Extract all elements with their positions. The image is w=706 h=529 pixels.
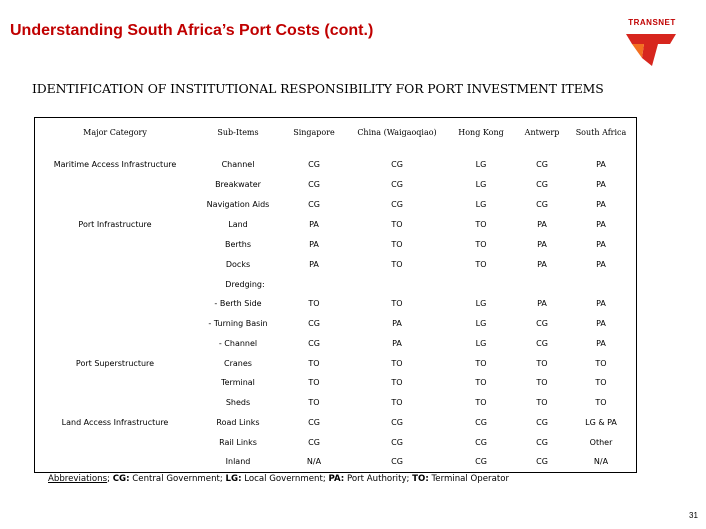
abbrev-cg-key: CG: <box>112 474 130 484</box>
value-cell: CG <box>475 438 487 447</box>
category-cell: Maritime Access Infrastructure <box>53 160 177 169</box>
value-cell: PA <box>537 299 547 308</box>
category-cell: Land Access Infrastructure <box>61 418 169 427</box>
transnet-logo-icon <box>622 28 680 68</box>
page-number: 31 <box>689 511 698 520</box>
value-cell: CG <box>391 200 403 209</box>
value-cell: TO <box>391 378 403 387</box>
value-cell: CG <box>536 418 548 427</box>
value-cell: TO <box>536 378 548 387</box>
value-cell: CG <box>391 180 403 189</box>
value-cell: LG <box>475 160 487 169</box>
sub-item-cell: Sheds <box>225 398 251 407</box>
value-cell: TO <box>391 260 403 269</box>
value-cell: TO <box>475 240 487 249</box>
value-cell: TO <box>308 378 320 387</box>
value-cell: CG <box>391 418 403 427</box>
abbrev-to-text: Terminal Operator <box>428 474 510 484</box>
value-cell: TO <box>391 299 403 308</box>
sub-item-cell: Dredging: <box>225 280 265 289</box>
slide-title: Understanding South Africa’s Port Costs (cont.) <box>10 22 374 39</box>
value-cell: N/A <box>306 457 322 466</box>
sub-item-cell: Cranes <box>224 359 252 368</box>
sub-item-cell: Road Links <box>216 418 260 427</box>
value-cell: TO <box>308 398 320 407</box>
value-cell: CG <box>536 160 548 169</box>
value-cell: TO <box>308 299 320 308</box>
value-cell: PA <box>596 319 606 328</box>
sub-item-cell: - Berth Side <box>214 299 262 308</box>
abbrev-pa-key: PA: <box>328 474 345 484</box>
sub-item-cell: Terminal <box>221 378 255 387</box>
value-cell: TO <box>475 220 487 229</box>
value-cell: LG <box>475 200 487 209</box>
value-cell: TO <box>536 398 548 407</box>
sub-item-cell: Inland <box>225 457 251 466</box>
value-cell: PA <box>537 220 547 229</box>
header-cell: Hong Kong <box>458 128 504 137</box>
header-cell: South Africa <box>575 128 627 137</box>
value-cell: CG <box>536 339 548 348</box>
value-cell: CG <box>475 457 487 466</box>
abbrev-lg-key: LG: <box>225 474 242 484</box>
value-cell: CG <box>308 319 320 328</box>
value-cell: TO <box>475 398 487 407</box>
sub-item-cell: Docks <box>225 260 251 269</box>
value-cell: CG <box>536 438 548 447</box>
value-cell: PA <box>596 220 606 229</box>
value-cell: PA <box>596 180 606 189</box>
value-cell: CG <box>391 457 403 466</box>
header-cell: China (Waigaoqiao) <box>357 128 437 137</box>
value-cell: PA <box>537 240 547 249</box>
value-cell: TO <box>391 359 403 368</box>
value-cell: CG <box>536 180 548 189</box>
sub-item-cell: - Channel <box>218 339 258 348</box>
value-cell: TO <box>391 240 403 249</box>
abbrev-lg-text: Local Government; <box>241 474 329 484</box>
sub-item-cell: Navigation Aids <box>206 200 270 209</box>
value-cell: CG <box>308 200 320 209</box>
value-cell: CG <box>391 438 403 447</box>
value-cell: LG <box>475 339 487 348</box>
value-cell: PA <box>596 240 606 249</box>
header-cell: Sub-Items <box>217 128 259 137</box>
value-cell: TO <box>308 359 320 368</box>
value-cell: PA <box>309 260 319 269</box>
value-cell: LG <box>475 180 487 189</box>
value-cell: LG <box>475 299 487 308</box>
value-cell: LG & PA <box>585 418 617 427</box>
abbrev-pa-text: Port Authority; <box>344 474 413 484</box>
value-cell: N/A <box>593 457 609 466</box>
header-cell: Singapore <box>293 128 335 137</box>
sub-item-cell: Berths <box>224 240 252 249</box>
sub-item-cell: - Turning Basin <box>208 319 268 328</box>
value-cell: PA <box>392 319 402 328</box>
value-cell: CG <box>536 319 548 328</box>
value-cell: PA <box>392 339 402 348</box>
value-cell: CG <box>536 457 548 466</box>
category-cell: Port Infrastructure <box>78 220 152 229</box>
value-cell: CG <box>308 180 320 189</box>
value-cell: PA <box>309 220 319 229</box>
table-subtitle: IDENTIFICATION OF INSTITUTIONAL RESPONSIBILITY FOR PORT INVESTMENT ITEMS <box>32 81 604 96</box>
category-cell: Port Superstructure <box>75 359 155 368</box>
abbrev-label: Abbreviations <box>48 474 108 484</box>
value-cell: TO <box>391 220 403 229</box>
value-cell: TO <box>595 398 607 407</box>
value-cell: TO <box>536 359 548 368</box>
value-cell: TO <box>475 378 487 387</box>
header-cell: Major Category <box>83 128 147 137</box>
value-cell: TO <box>595 378 607 387</box>
sub-item-cell: Land <box>228 220 248 229</box>
value-cell: PA <box>596 200 606 209</box>
value-cell: CG <box>308 339 320 348</box>
value-cell: CG <box>475 418 487 427</box>
header-cell: Antwerp <box>524 128 560 137</box>
value-cell: PA <box>537 260 547 269</box>
transnet-logo <box>616 18 688 68</box>
value-cell: CG <box>308 418 320 427</box>
value-cell: CG <box>308 438 320 447</box>
value-cell: PA <box>309 240 319 249</box>
value-cell: TO <box>595 359 607 368</box>
value-cell: CG <box>391 160 403 169</box>
sub-item-cell: Breakwater <box>215 180 261 189</box>
sub-item-cell: Rail Links <box>219 438 257 447</box>
value-cell: PA <box>596 339 606 348</box>
value-cell: PA <box>596 160 606 169</box>
value-cell: Other <box>589 438 613 447</box>
abbrev-to-key: TO: <box>412 474 429 484</box>
abbreviations-note: Abbreviations; CG: Central Government; LG: Local Government; PA: Port Authority; TO: Terminal Operator <box>48 474 510 484</box>
sub-item-cell: Channel <box>221 160 255 169</box>
abbrev-cg-text: Central Government; <box>129 474 226 484</box>
value-cell: TO <box>391 398 403 407</box>
value-cell: CG <box>536 200 548 209</box>
value-cell: PA <box>596 260 606 269</box>
value-cell: CG <box>308 160 320 169</box>
value-cell: TO <box>475 359 487 368</box>
value-cell: PA <box>596 299 606 308</box>
value-cell: TO <box>475 260 487 269</box>
value-cell: LG <box>475 319 487 328</box>
logo-text: TRANSNET <box>628 18 676 27</box>
